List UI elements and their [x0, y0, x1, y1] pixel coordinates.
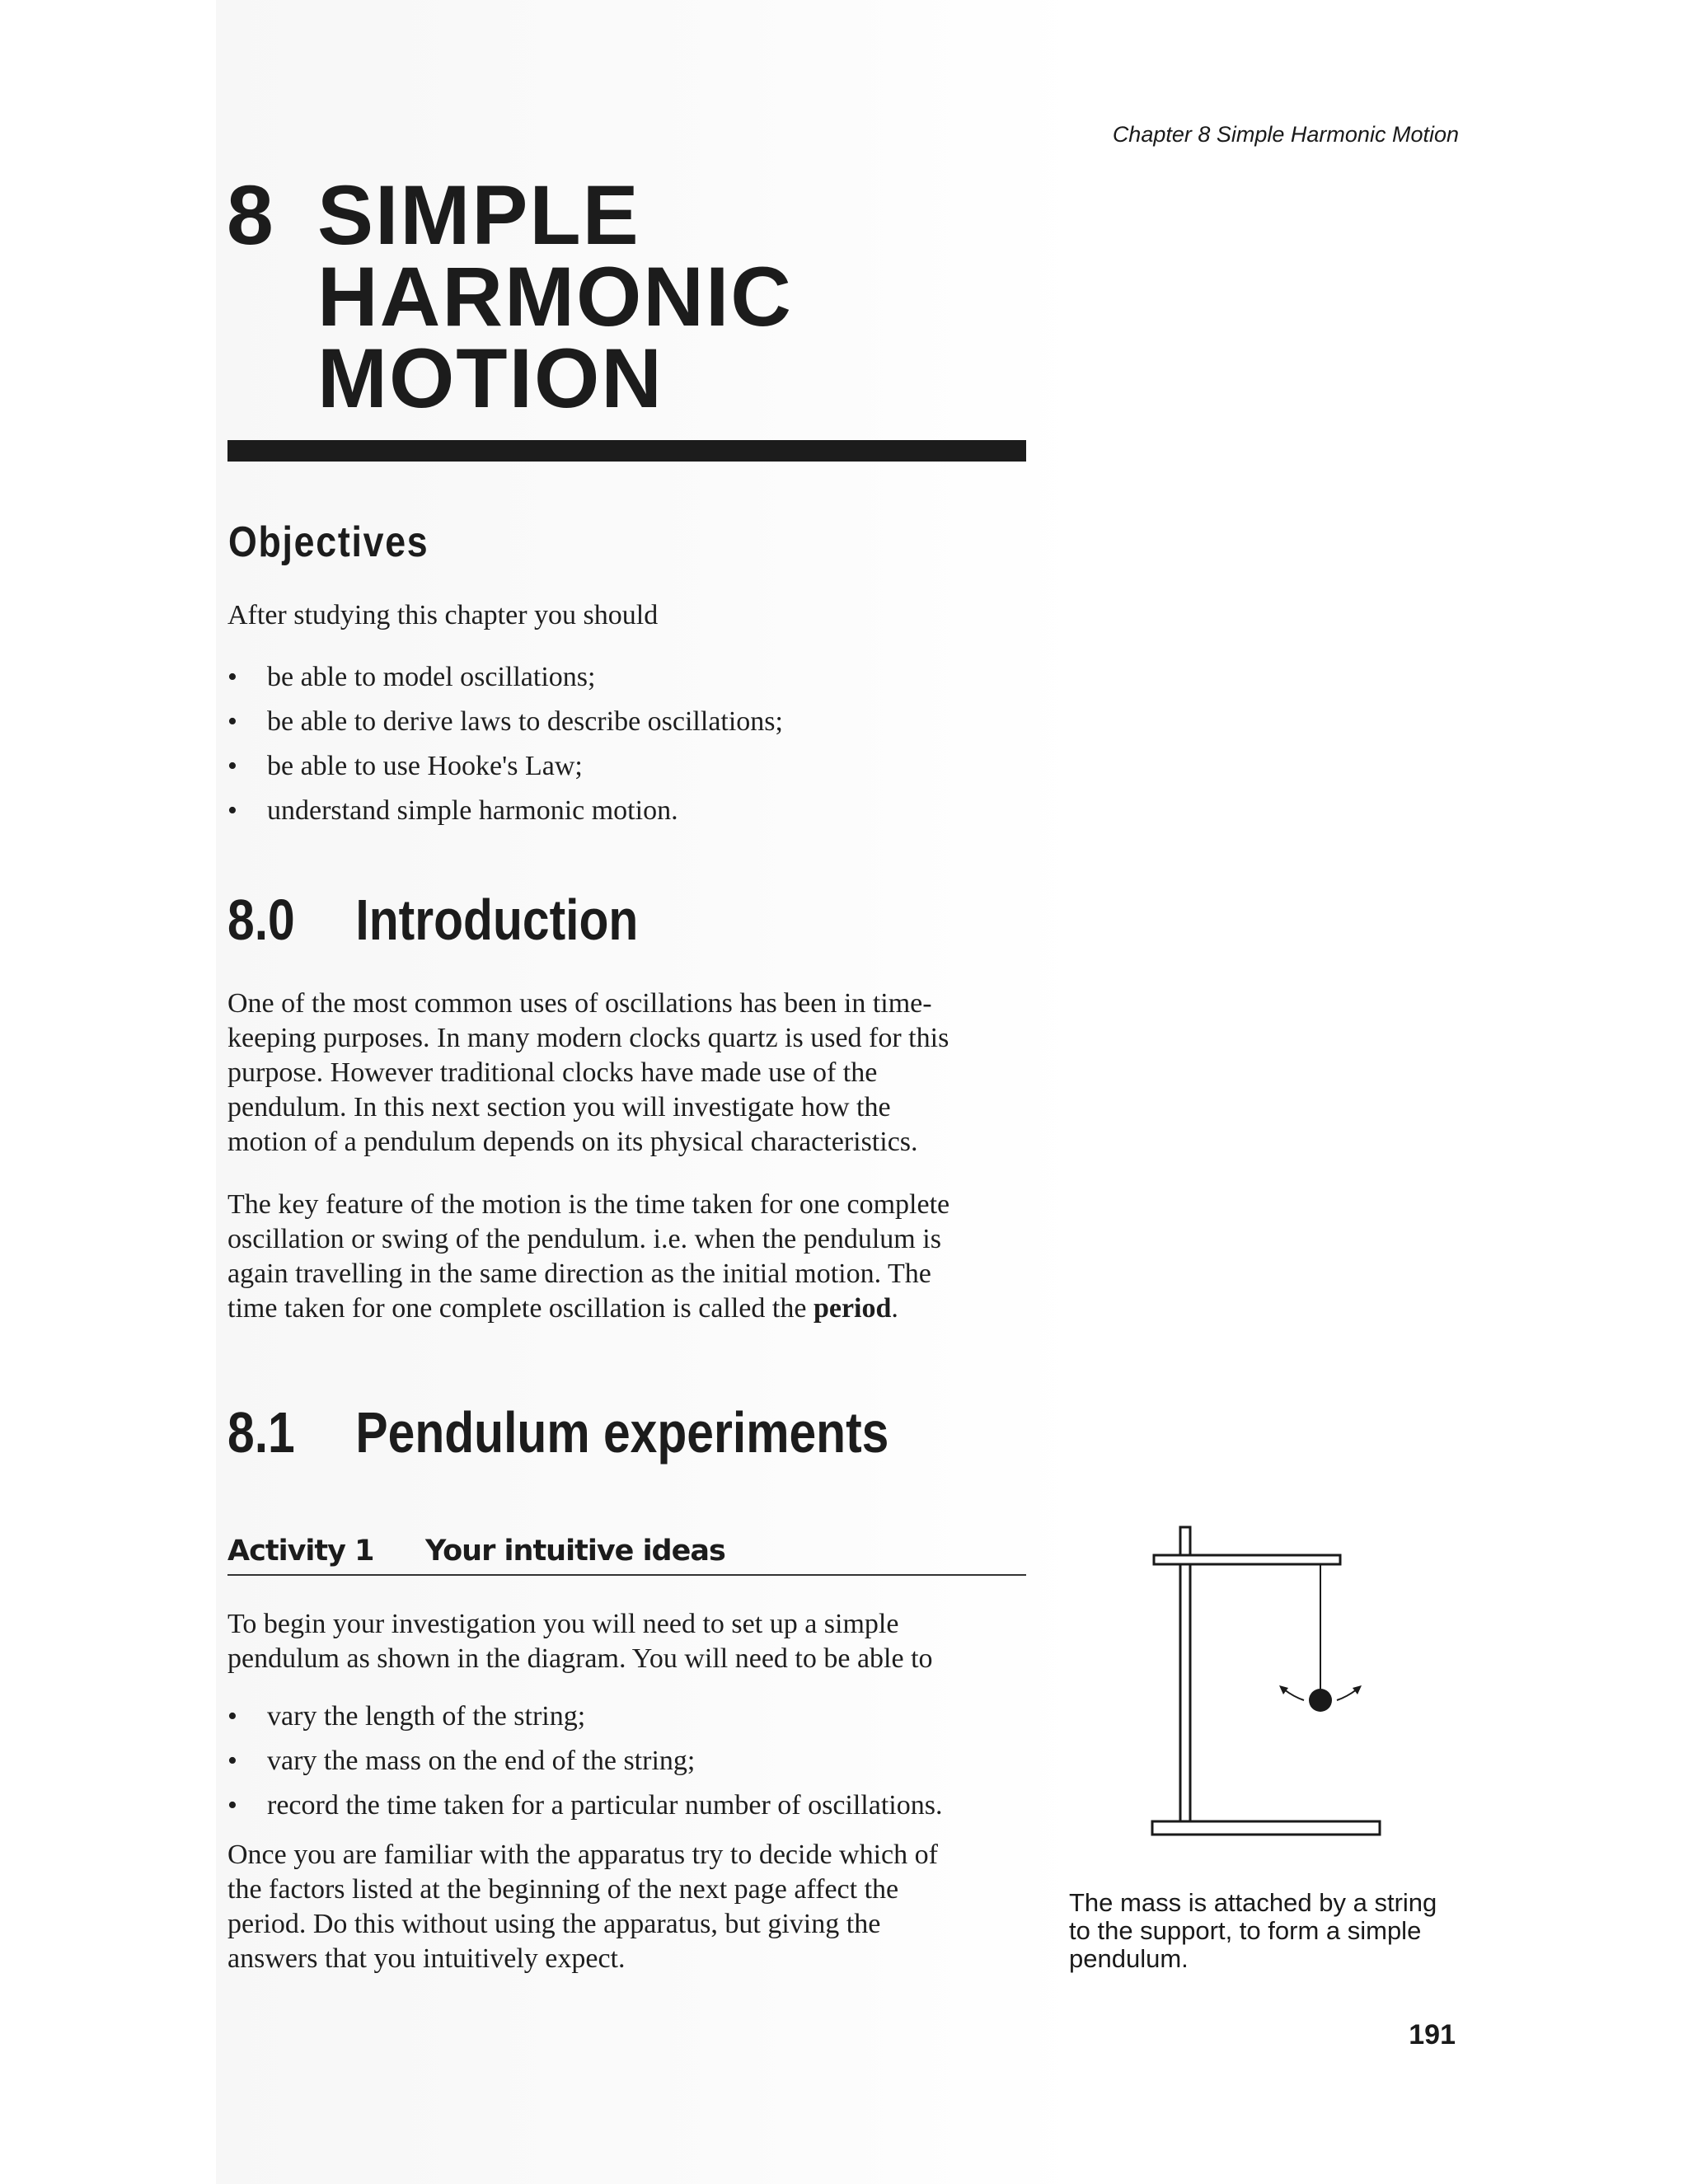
- chapter-number: 8: [227, 168, 275, 262]
- swing-arrow-left-icon: [1284, 1690, 1304, 1700]
- list-item: • be able to model oscillations;: [227, 662, 596, 692]
- activity-title: Your intuitive ideas: [425, 1535, 725, 1568]
- pendulum-bob: [1309, 1689, 1332, 1712]
- chapter-title-line-3: MOTION: [317, 331, 663, 425]
- list-item: • be able to derive laws to describe oscillations;: [227, 706, 783, 737]
- swing-arrow-right-icon: [1337, 1690, 1357, 1700]
- section-heading-pendulum: [227, 1399, 889, 1465]
- objectives-heading: Objectives: [228, 518, 429, 566]
- chapter-title-line-2: HARMONIC: [317, 250, 793, 344]
- section-heading-introduction: [227, 887, 638, 953]
- list-item: • vary the length of the string;: [227, 1701, 586, 1732]
- list-item: • be able to use Hooke's Law;: [227, 751, 583, 781]
- page-number: 191: [1409, 2019, 1456, 2050]
- activity-intro: To begin your investigation you will need to set up a simple pendulum as shown in the diagram. You will need to be able to: [227, 1609, 933, 1674]
- list-item: • vary the mass on the end of the string;: [227, 1746, 696, 1776]
- title-rule: [227, 440, 1026, 462]
- chapter-title: [227, 168, 793, 425]
- activity-label: Activity 1: [227, 1535, 374, 1568]
- running-head: Chapter 8 Simple Harmonic Motion: [1112, 122, 1459, 147]
- activity-list: [226, 1694, 942, 1828]
- list-item: • record the time taken for a particular number of oscillations.: [227, 1790, 943, 1821]
- pendulum-diagram-icon: [1146, 1521, 1393, 1842]
- term-period: period: [813, 1293, 892, 1324]
- chapter-title-line-1: 8 SIMPLE: [227, 168, 640, 262]
- intro-paragraph-1: One of the most common uses of oscillations has been in time- keeping purposes. In many modern clocks quartz is used for this purpose. However traditional clocks have made use of the pendulum. In this next section you will investigate how the motion of a pendulum depends on its physical characteristics.: [227, 988, 950, 1157]
- section-title: Introduction: [355, 888, 639, 952]
- objectives-list: [226, 655, 783, 833]
- arrowhead-left-icon: [1279, 1685, 1288, 1694]
- section-number: 8.1: [227, 1400, 295, 1465]
- stand-base: [1152, 1821, 1380, 1835]
- stand-pole: [1180, 1527, 1190, 1828]
- objectives-intro: After studying this chapter you should: [227, 600, 659, 630]
- intro-paragraph-2: The key feature of the motion is the time taken for one complete oscillation or swing of the pendulum. i.e. when the pendulum is again travelling in the same direction as the initial motion. The time taken for one complete oscillation is called the period.: [227, 1189, 950, 1324]
- activity-closing: Once you are familiar with the apparatus try to decide which of the factors listed at the beginning of the next page affect the period. Do this without using the apparatus, but giving the answers that you intuitively expect.: [227, 1840, 938, 1974]
- figure-caption: The mass is attached by a string to the support, to form a simple pendulum.: [1069, 1888, 1437, 1973]
- list-item: • understand simple harmonic motion.: [227, 795, 678, 826]
- section-number: 8.0: [227, 888, 295, 952]
- arrowhead-right-icon: [1353, 1685, 1362, 1694]
- activity-heading: [227, 1535, 1026, 1576]
- stand-arm: [1154, 1555, 1340, 1564]
- section-title: Pendulum experiments: [355, 1400, 889, 1465]
